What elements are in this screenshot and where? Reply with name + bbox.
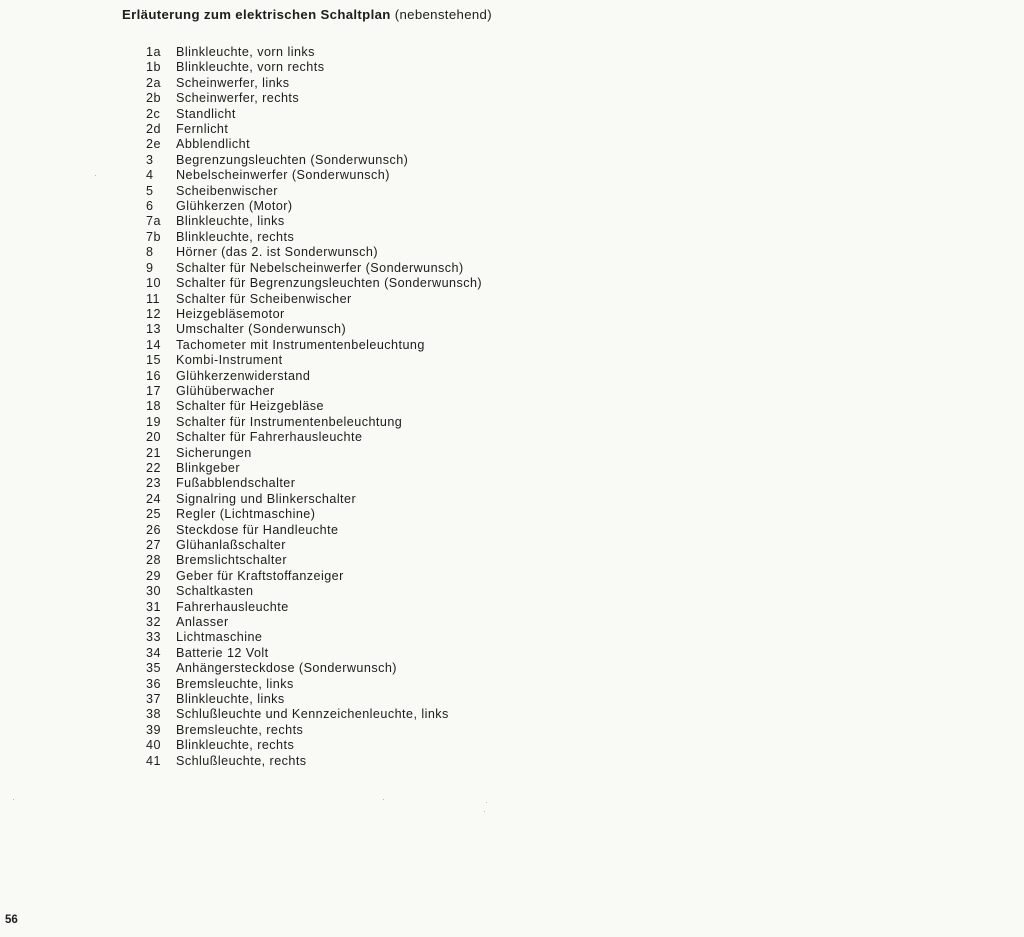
legend-item [146,199,482,214]
legend-number: 2d [146,122,161,137]
legend-item [146,630,482,645]
legend-item [146,738,482,753]
legend-description: Standlicht [176,106,236,121]
legend-item [146,446,482,461]
legend-item [146,507,482,522]
legend-description: Glühüberwacher [176,383,275,398]
legend-item [146,107,482,122]
legend-description: Anlasser [176,615,229,630]
legend-item [146,584,482,599]
legend-item [146,723,482,738]
legend-description: Heizgebläsemotor [176,306,285,321]
legend-number: 19 [146,414,161,429]
legend-number: 17 [146,383,161,398]
legend-number: 15 [146,353,161,368]
legend-item [146,492,482,507]
legend-description: Kombi-Instrument [176,353,283,368]
legend-description: Anhängersteckdose (Sonderwunsch) [176,661,397,676]
legend-description: Lichtmaschine [176,630,263,645]
legend-description: Blinkleuchte, vorn rechts [176,60,325,75]
legend-description: Glühanlaßschalter [176,538,286,552]
legend-number: 16 [146,368,161,383]
legend-number: 4 [146,168,154,183]
title-main: Erläuterung zum elektrischen Schaltplan [122,7,391,22]
legend-number: 32 [146,615,161,630]
legend-number: 1b [146,60,161,75]
legend-description: Scheinwerfer, rechts [176,91,300,106]
legend-item [146,184,482,199]
legend-description: Abblendlicht [176,137,251,152]
legend-item [146,276,482,291]
legend-number: 28 [146,553,161,568]
legend-number: 18 [146,399,161,414]
legend-number: 1a [146,45,161,59]
legend-item [146,399,482,414]
legend-number: 35 [146,661,161,676]
legend-item [146,353,482,368]
legend-description: Schalter für Instrumentenbeleuchtung [176,414,403,429]
legend-item [146,230,482,245]
legend-list [146,45,482,769]
legend-item [146,91,482,106]
legend-number: 14 [146,337,161,352]
legend-item [146,384,482,399]
legend-item [146,476,482,491]
legend-number: 9 [146,260,154,275]
legend-description: Blinkleuchte, links [176,692,285,707]
legend-description: Batterie 12 Volt [176,645,269,660]
legend-item [146,307,482,322]
legend-item [146,646,482,661]
legend-number: 6 [146,199,154,214]
legend-description: Fernlicht [176,122,229,137]
legend-item [146,122,482,137]
legend-item [146,707,482,722]
legend-item [146,430,482,445]
legend-number: 41 [146,753,161,768]
legend-number: 40 [146,738,161,753]
legend-item [146,600,482,615]
legend-number: 2b [146,91,161,106]
legend-number: 13 [146,322,161,337]
legend-item [146,153,482,168]
legend-description: Steckdose für Handleuchte [176,522,339,537]
legend-number: 5 [146,183,154,198]
legend-item [146,615,482,630]
legend-number: 21 [146,445,161,460]
legend-number: 3 [146,152,154,167]
legend-number: 8 [146,245,154,260]
legend-description: Schlußleuchte, rechts [176,753,307,768]
legend-item [146,661,482,676]
legend-item [146,338,482,353]
legend-number: 24 [146,491,161,506]
legend-description: Fahrerhausleuchte [176,599,289,614]
page-title [122,7,492,22]
legend-item [146,322,482,337]
legend-description: Regler (Lichtmaschine) [176,507,316,522]
legend-description: Nebelscheinwerfer (Sonderwunsch) [176,168,390,183]
legend-description: Blinkleuchte, links [176,214,285,229]
legend-number: 37 [146,692,161,707]
legend-description: Blinkleuchte, rechts [176,229,295,244]
legend-description: Begrenzungsleuchten (Sonderwunsch) [176,152,409,167]
legend-item [146,415,482,430]
legend-number: 10 [146,276,161,291]
legend-description: Bremslichtschalter [176,553,287,568]
legend-description: Tachometer mit Instrumentenbeleuchtung [176,337,425,352]
legend-number: 38 [146,707,161,722]
legend-number: 20 [146,430,161,445]
legend-item [146,369,482,384]
legend-number: 2e [146,137,161,152]
scan-speck [486,802,487,803]
legend-number: 2a [146,75,161,90]
legend-description: Glühkerzenwiderstand [176,368,311,383]
legend-description: Scheibenwischer [176,183,278,198]
legend-description: Schalter für Nebelscheinwerfer (Sonderwunsch) [176,260,464,275]
legend-item [146,553,482,568]
legend-description: Hörner (das 2. ist Sonderwunsch) [176,245,378,260]
legend-item [146,214,482,229]
legend-description: Blinkleuchte, rechts [176,738,295,753]
legend-description: Schalter für Fahrerhausleuchte [176,430,363,445]
title-note: (nebenstehend) [394,7,492,22]
legend-item [146,461,482,476]
legend-number: 25 [146,507,161,522]
legend-number: 11 [146,291,160,306]
legend-item [146,292,482,307]
legend-description: Bremsleuchte, links [176,676,294,691]
legend-description: Schlußleuchte und Kennzeichenleuchte, links [176,707,449,722]
legend-number: 2c [146,106,161,121]
legend-number: 39 [146,722,161,737]
legend-number: 22 [146,460,161,475]
legend-description: Blinkgeber [176,460,241,475]
legend-description: Schalter für Scheibenwischer [176,291,352,306]
legend-item [146,569,482,584]
legend-number: 36 [146,676,161,691]
legend-description: Schalter für Begrenzungsleuchten (Sonderwunsch) [176,276,483,291]
scan-speck [95,175,96,176]
legend-description: Fußabblendschalter [176,476,296,491]
legend-item [146,538,482,553]
legend-item [146,754,482,769]
scan-speck [383,799,384,800]
legend-item [146,677,482,692]
page-number: 56 [5,914,18,926]
legend-description: Sicherungen [176,445,252,460]
legend-item [146,692,482,707]
legend-description: Scheinwerfer, links [176,75,290,90]
legend-item [146,245,482,260]
legend-description: Glühkerzen (Motor) [176,199,293,214]
legend-item [146,60,482,75]
legend-item [146,76,482,91]
legend-number: 7a [146,214,161,229]
legend-number: 7b [146,229,161,244]
legend-number: 23 [146,476,161,491]
legend-description: Geber für Kraftstoffanzeiger [176,568,344,583]
scan-speck [13,799,14,800]
legend-number: 26 [146,522,161,537]
legend-description: Bremsleuchte, rechts [176,722,304,737]
legend-number: 27 [146,538,161,552]
legend-item [146,45,482,60]
legend-description: Umschalter (Sonderwunsch) [176,322,347,337]
legend-item [146,168,482,183]
legend-item [146,523,482,538]
legend-number: 34 [146,645,161,660]
legend-number: 29 [146,568,161,583]
legend-number: 31 [146,599,161,614]
legend-item [146,261,482,276]
legend-description: Schalter für Heizgebläse [176,399,325,414]
legend-number: 33 [146,630,161,645]
legend-item [146,137,482,152]
legend-description: Schaltkasten [176,584,254,599]
legend-description: Signalring und Blinkerschalter [176,491,357,506]
legend-description: Blinkleuchte, vorn links [176,45,315,59]
legend-number: 30 [146,584,161,599]
scan-speck [484,811,485,812]
legend-number: 12 [146,306,161,321]
